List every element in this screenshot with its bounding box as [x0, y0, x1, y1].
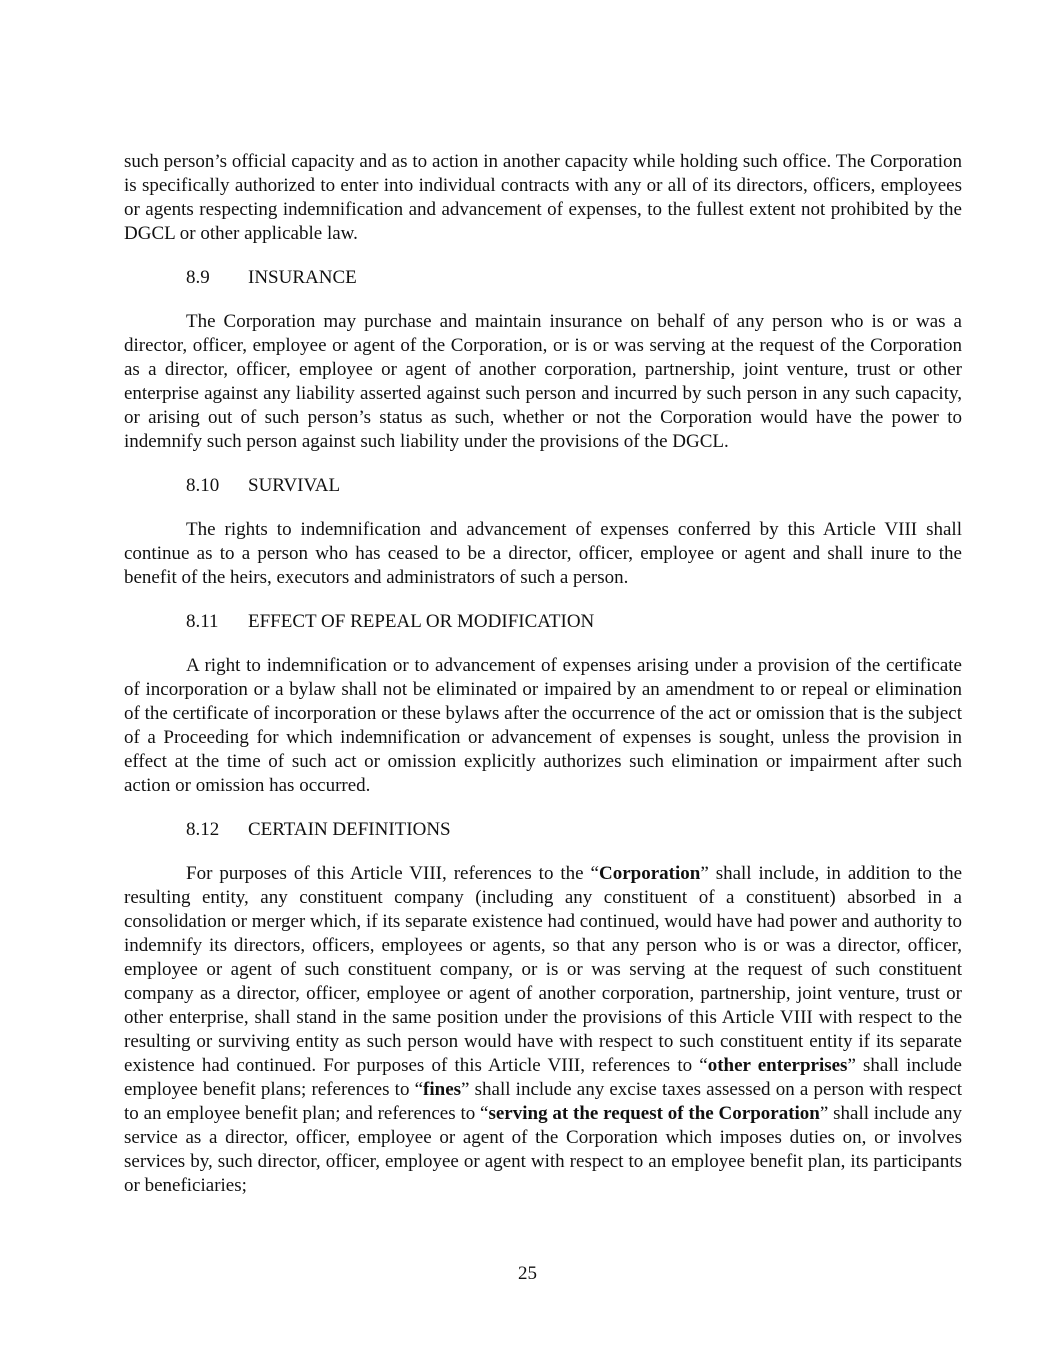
- text-run: ” shall include any service as a director, officer, employee or agent of the Corporation which imposes duties on, or involves services by, such director, officer, employee or agent with respect to an employee benefit plan, its participants or beneficiaries;: [124, 1103, 962, 1196]
- section-title: INSURANCE: [248, 267, 357, 288]
- section-title: SURVIVAL: [248, 475, 341, 496]
- section-text-8-9: The Corporation may purchase and maintain insurance on behalf of any person who is or was a director, officer, employee or agent of the Corporation, or is or was serving at the request of the Corporation as a director, officer, employee or agent of another corporation, partnership, joint venture, trust or other enterprise against any liability asserted against such person and incurred by such person in any such capacity, or arising out of such person’s status as such, whether or not the Corporation would have the power to indemnify such person against such liability under the provisions of the DGCL.: [124, 311, 962, 452]
- paragraph-continuation: such person’s official capacity and as to action in another capacity while holding such office. The Corporation is specifically authorized to enter into individual contracts with any or all of its directors, officers, employees or agents respecting indemnification and advancement of expenses, to the fullest extent not prohibited by the DGCL or other applicable law.: [124, 151, 962, 244]
- defined-term-corporation: Corporation: [598, 863, 701, 884]
- page-number: 25: [518, 1263, 537, 1284]
- defined-term-other-enterprises: other enterprises: [707, 1055, 848, 1076]
- section-text-8-12: [124, 862, 962, 1198]
- section-heading-8-12: [186, 818, 962, 842]
- text-run: ” shall include, in addition to the resulting entity, any constituent company (including any constituent of a constituent) absorbed in a consolidation or merger which, if its separate existence had continued, would have had power and authority to indemnify its directors, officers, employees or agents, so that any person who is or was a director, officer, employee or agent of such constituent company, or is or was serving at the request of such constituent company as a director, officer, employee or agent of another corporation, partnership, joint venture, trust or other enterprise, shall stand in the same position under the provisions of this Article VIII with respect to the resulting or surviving entity as such person would have with respect to such constituent entity if its separate existence had continued. For purposes of this Article VIII, references to “: [124, 863, 962, 1076]
- section-number: 8.11: [186, 611, 219, 632]
- text-run: For purposes of this Article VIII, references to the “: [186, 863, 599, 884]
- section-number: 8.10: [186, 475, 220, 496]
- section-heading-8-11: [186, 610, 962, 634]
- section-text-8-11: A right to indemnification or to advancement of expenses arising under a provision of the certificate of incorporation or a bylaw shall not be eliminated or impaired by an amendment to or repeal or elimination of the certificate of incorporation or these bylaws after the occurrence of the act or omission that is the subject of a Proceeding for which indemnification or advancement of expenses is sought, unless the provision in effect at the time of such act or omission explicitly authorizes such elimination or impairment after such action or omission has occurred.: [124, 655, 962, 796]
- section-number: 8.12: [186, 819, 220, 840]
- defined-term-serving-at-request: serving at the request of the Corporation: [488, 1103, 820, 1124]
- section-heading-8-10: [186, 474, 962, 498]
- text-run: ” shall include any excise taxes assessed on a person with respect to an employee benefit plan; and references to “: [124, 1079, 963, 1124]
- section-text-8-10: The rights to indemnification and advancement of expenses conferred by this Article VIII shall continue as to a person who has ceased to be a director, officer, employee or agent and shall inure to the benefit of the heirs, executors and administrators of such a person.: [124, 519, 962, 588]
- text-run: ” shall include employee benefit plans; references to “: [124, 1055, 962, 1100]
- section-heading-8-9: [186, 266, 962, 290]
- defined-term-fines: fines: [423, 1079, 462, 1100]
- section-title: EFFECT OF REPEAL OR MODIFICATION: [248, 611, 595, 632]
- section-number: 8.9: [186, 267, 210, 288]
- section-title: CERTAIN DEFINITIONS: [248, 819, 451, 840]
- document-body: [124, 150, 962, 1218]
